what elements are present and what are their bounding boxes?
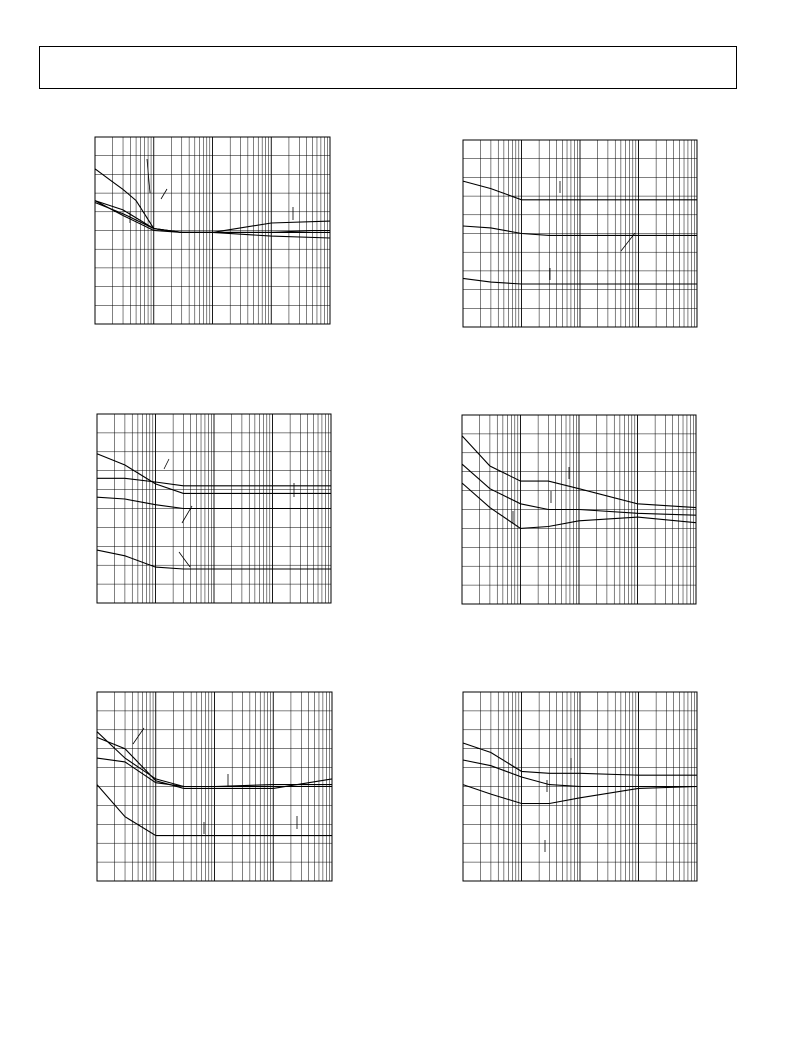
grid <box>463 140 697 327</box>
annotation-arrow <box>164 459 169 469</box>
chart-6 <box>463 692 697 881</box>
annotation-arrow <box>133 728 144 744</box>
grid <box>95 137 330 324</box>
chart-1 <box>95 137 330 324</box>
page-header <box>39 46 737 89</box>
chart-3 <box>97 414 331 603</box>
chart-4 <box>462 415 696 604</box>
annotation-arrow <box>161 189 167 199</box>
chart-5 <box>97 692 332 881</box>
annotation-arrow <box>179 552 190 567</box>
chart-2 <box>463 140 697 327</box>
annotation-arrow <box>147 159 150 193</box>
